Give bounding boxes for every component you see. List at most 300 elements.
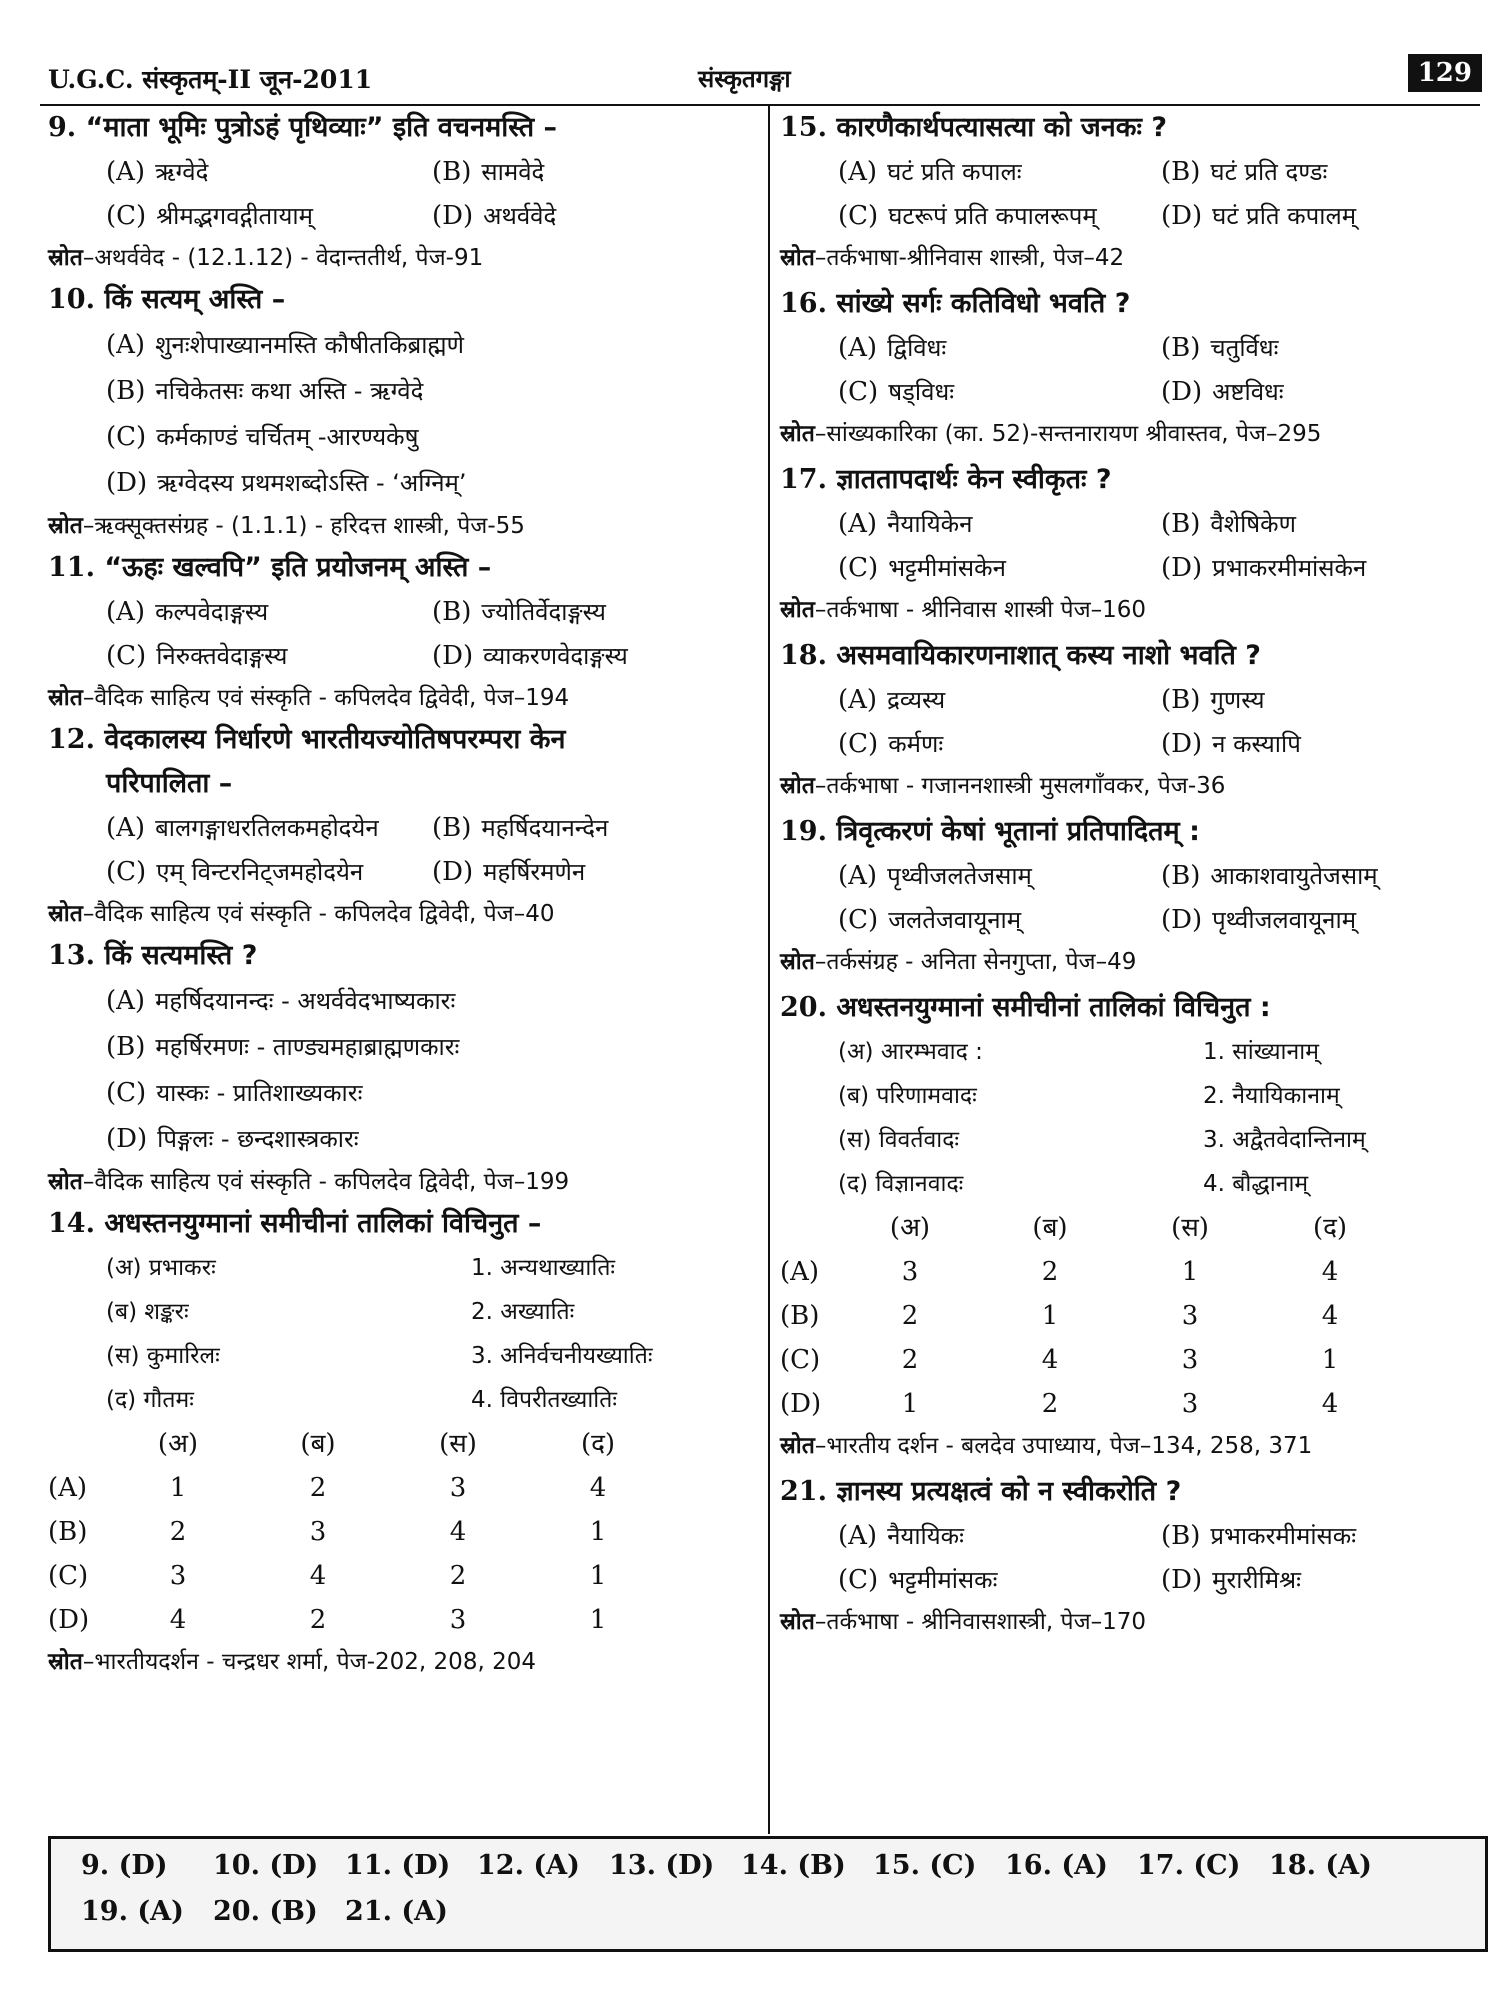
question-number: 17. <box>780 464 827 495</box>
option <box>106 634 432 678</box>
question <box>48 1202 758 1682</box>
option-letter: (D) <box>1161 201 1203 231</box>
question-title <box>780 458 1484 502</box>
match-term: गौतमः <box>143 1387 194 1413</box>
option-letter: (A) <box>106 157 146 187</box>
match-left <box>106 1378 471 1422</box>
source-label: स्रोत <box>48 1169 83 1195</box>
option <box>838 722 1161 766</box>
option-letter: (D) <box>780 1389 822 1419</box>
page-header <box>48 58 1478 102</box>
option-text: पृथ्वीजलतेजसाम् <box>887 862 1032 890</box>
option-text: महर्षिदयानन्दः - अथर्ववेदभाष्यकारः <box>155 987 456 1015</box>
option-letter: (C) <box>838 1565 879 1595</box>
question-number: 9. <box>48 112 77 143</box>
left-column <box>48 106 758 1682</box>
option-letter: (A) <box>106 597 146 627</box>
option-letter: (B) <box>1161 157 1201 187</box>
option-text: नचिकेतसः कथा अस्ति - ऋग्वेदे <box>155 377 424 405</box>
option-text: ऋग्वेदे <box>155 158 209 186</box>
source-text: वैदिक साहित्य एवं संस्कृति - कपिलदेव द्विवेदी, पेज–194 <box>94 685 570 711</box>
match-right: 1. सांख्यानाम् <box>1203 1039 1319 1065</box>
option <box>1161 150 1484 194</box>
option-letter: (B) <box>106 1032 146 1062</box>
option-text: अष्टविधः <box>1212 378 1284 406</box>
question-title <box>48 1202 758 1246</box>
option-row <box>780 546 1484 590</box>
source-line: स्रोत–वैदिक साहित्य एवं संस्कृति - कपिलदेव द्विवेदी, पेज–199 <box>48 1169 570 1195</box>
option <box>838 854 1161 898</box>
match-right: 2. नैयायिकानाम् <box>1203 1083 1340 1109</box>
match-letter: (स) <box>838 1127 872 1153</box>
match-letter: (अ) <box>106 1255 142 1281</box>
question-number: 14. <box>48 1208 95 1239</box>
source-line: स्रोत–तर्कसंग्रह - अनिता सेनगुप्ता, पेज–49 <box>780 949 1137 975</box>
option-letter: (A) <box>106 813 146 843</box>
codes-spacer <box>780 1206 840 1250</box>
code-value: 3 <box>449 1473 467 1503</box>
match-right: 2. अख्यातिः <box>471 1299 575 1325</box>
option-row <box>780 194 1484 238</box>
source-line: स्रोत–तर्कभाषा - श्रीनिवास शास्त्री पेज–160 <box>780 597 1147 623</box>
option <box>1161 1514 1484 1558</box>
option <box>48 414 758 460</box>
question-text: किं सत्यमस्ति ? <box>104 940 258 971</box>
source-line: स्रोत–तर्कभाषा - गजाननशास्त्री मुसलगाँवकर, पेज-36 <box>780 773 1226 799</box>
option-text: ऋग्वेदस्य प्रथमशब्दोऽस्ति - ‘अग्निम्’ <box>157 469 467 497</box>
option-text: आकाशवायुतेजसाम् <box>1210 862 1378 890</box>
match-term: प्रभाकरः <box>148 1255 216 1281</box>
option <box>106 150 432 194</box>
question-title <box>48 278 758 322</box>
question-number: 20. <box>780 992 827 1023</box>
source-label: स्रोत <box>780 1609 815 1635</box>
source-text: तर्कभाषा - श्रीनिवासशास्त्री, पेज–170 <box>826 1609 1147 1635</box>
source-line: स्रोत–तर्कभाषा - श्रीनिवासशास्त्री, पेज–170 <box>780 1609 1147 1635</box>
match-letter: (स) <box>106 1343 140 1369</box>
source-text: तर्कसंग्रह - अनिता सेनगुप्ता, पेज–49 <box>826 949 1137 975</box>
question-title <box>780 106 1484 150</box>
option-text: अथर्ववेदे <box>483 202 557 230</box>
option-text: जलतेजवायूनाम् <box>888 906 1022 934</box>
question-text: वेदकालस्य निर्धारणे भारतीयज्योतिषपरम्परा केन <box>104 724 566 755</box>
option-row <box>780 854 1484 898</box>
question-title <box>780 810 1484 854</box>
question-title <box>48 546 758 590</box>
option-row <box>780 722 1484 766</box>
question <box>48 718 758 934</box>
source-label: स्रोत <box>48 245 83 271</box>
option-row <box>780 502 1484 546</box>
question-text: अधस्तनयुग्मानां समीचीनां तालिकां विचिनुत : <box>836 992 1271 1023</box>
option-letter: (C) <box>106 1078 147 1108</box>
match-right: 1. अन्यथाख्यातिः <box>471 1255 616 1281</box>
source-label: स्रोत <box>780 949 815 975</box>
option-row <box>48 634 758 678</box>
option <box>48 1116 758 1162</box>
option-letter: (D) <box>432 641 474 671</box>
option <box>1161 546 1484 590</box>
match-left <box>838 1118 1203 1162</box>
code-value: 1 <box>589 1561 607 1591</box>
option-text: घटं प्रति दण्डः <box>1210 158 1328 186</box>
match-right: 3. अनिर्वचनीयख्यातिः <box>471 1343 653 1369</box>
option-row <box>780 678 1484 722</box>
option-text: महर्षिदयानन्देन <box>481 814 609 842</box>
option-text: घटं प्रति कपालः <box>887 158 1022 186</box>
option-letter: (B) <box>1161 1521 1201 1551</box>
option-row <box>48 590 758 634</box>
option <box>1161 370 1484 414</box>
code-value: 2 <box>309 1473 327 1503</box>
option-letter: (B) <box>432 157 472 187</box>
question <box>48 106 758 278</box>
option-letter: (A) <box>838 509 878 539</box>
source-label: स्रोत <box>780 597 815 623</box>
option-letter: (D) <box>1161 905 1203 935</box>
option <box>106 194 432 238</box>
question-number: 13. <box>48 940 95 971</box>
option-row <box>48 806 758 850</box>
question-text: “माता भूमिः पुत्रोऽहं पृथिव्याः” इति वचनमस्ति – <box>85 112 557 143</box>
question-number: 12. <box>48 724 95 755</box>
question <box>780 986 1484 1466</box>
option <box>1161 854 1484 898</box>
option <box>106 850 432 894</box>
option-letter: (A) <box>838 1521 878 1551</box>
option-letter: (B) <box>1161 685 1201 715</box>
option-letter: (D) <box>1161 729 1203 759</box>
option-text: महर्षिरमणः - ताण्ड्यमहाब्राह्मणकारः <box>155 1033 460 1061</box>
answer-item: 20. (B) <box>213 1896 318 1927</box>
match-pair <box>780 1074 1484 1118</box>
code-value: 1 <box>1041 1301 1059 1331</box>
answer-item: 17. (C) <box>1137 1850 1241 1881</box>
question-text: ज्ञाततापदार्थः केन स्वीकृतः ? <box>836 464 1112 495</box>
option <box>838 370 1161 414</box>
codes-header-cell: (ब) <box>300 1429 336 1459</box>
option-letter: (C) <box>838 201 879 231</box>
option-letter: (C) <box>838 553 879 583</box>
codes-header-cell: (अ) <box>889 1213 931 1243</box>
option-letter: (B) <box>1161 509 1201 539</box>
option-row <box>780 326 1484 370</box>
option-letter: (C) <box>780 1345 821 1375</box>
option-letter: (B) <box>106 376 146 406</box>
option-letter: (A) <box>780 1257 820 1287</box>
question-text: सांख्ये सर्गः कतिविधो भवति ? <box>836 288 1131 319</box>
option-text: निरुक्तवेदाङ्गस्य <box>156 642 288 670</box>
option-letter: (C) <box>106 641 147 671</box>
match-pair <box>48 1378 758 1422</box>
option-letter: (D) <box>1161 377 1203 407</box>
option-text: घटं प्रति कपालम् <box>1212 202 1357 230</box>
option-letter: (A) <box>838 861 878 891</box>
option <box>48 460 758 506</box>
question-title <box>780 282 1484 326</box>
code-option <box>48 1466 758 1510</box>
source-label: स्रोत <box>780 773 815 799</box>
question <box>48 278 758 546</box>
match-right: 3. अद्वैतवेदान्तिनाम् <box>1203 1127 1366 1153</box>
code-value: 2 <box>309 1605 327 1635</box>
code-value: 4 <box>1321 1257 1339 1287</box>
option-letter: (A) <box>838 157 878 187</box>
match-term: शङ्करः <box>144 1299 189 1325</box>
option <box>48 1070 758 1116</box>
option <box>838 898 1161 942</box>
option-text: महर्षिरमणेन <box>483 858 586 886</box>
option-letter: (D) <box>432 201 474 231</box>
codes-header-cell: (द) <box>1312 1213 1348 1243</box>
code-value: 3 <box>1181 1301 1199 1331</box>
question-title <box>48 718 758 762</box>
question <box>780 634 1484 806</box>
question-title <box>48 934 758 978</box>
match-list <box>780 1030 1484 1206</box>
option-letter: (D) <box>1161 1565 1203 1595</box>
option <box>838 150 1161 194</box>
option-text: द्विविधः <box>887 334 947 362</box>
code-option <box>780 1338 1484 1382</box>
option-text: षड्विधः <box>888 378 955 406</box>
code-value: 2 <box>449 1561 467 1591</box>
option-row <box>780 370 1484 414</box>
source-text: ऋक्सूक्तसंग्रह - (1.1.1) - हरिदत्त शास्त्री, पेज-55 <box>94 513 525 539</box>
option-letter: (B) <box>48 1517 88 1547</box>
answer-item: 13. (D) <box>609 1850 715 1881</box>
answer-item: 10. (D) <box>213 1850 319 1881</box>
option-letter: (B) <box>432 597 472 627</box>
answer-item: 12. (A) <box>477 1850 580 1881</box>
code-value: 3 <box>309 1517 327 1547</box>
option-letter: (B) <box>1161 861 1201 891</box>
code-value: 4 <box>1321 1389 1339 1419</box>
match-term: आरम्भवाद : <box>880 1039 983 1065</box>
source-label: स्रोत <box>780 421 815 447</box>
option-letter: (C) <box>106 857 147 887</box>
source-text: सांख्यकारिका (का. 52)-सन्तनारायण श्रीवास्तव, पेज–295 <box>826 421 1322 447</box>
option <box>1161 722 1484 766</box>
code-value: 3 <box>1181 1389 1199 1419</box>
codes-header-cell: (अ) <box>157 1429 199 1459</box>
code-option <box>780 1250 1484 1294</box>
source-line: स्रोत–भारतीय दर्शन - बलदेव उपाध्याय, पेज–134, 258, 371 <box>780 1433 1313 1459</box>
option <box>838 678 1161 722</box>
question-number: 10. <box>48 284 95 315</box>
option <box>1161 898 1484 942</box>
option <box>432 850 758 894</box>
match-left <box>838 1074 1203 1118</box>
option-text: यास्कः - प्रातिशाख्यकारः <box>156 1079 363 1107</box>
match-term: विज्ञानवादः <box>875 1171 964 1197</box>
question-text: असमवायिकारणनाशात् कस्य नाशो भवति ? <box>836 640 1261 671</box>
match-term: परिणामवादः <box>876 1083 977 1109</box>
source-line: स्रोत–वैदिक साहित्य एवं संस्कृति - कपिलदेव द्विवेदी, पेज–40 <box>48 901 555 927</box>
question-text: कारणैकार्थपत्यासत्या को जनकः ? <box>836 112 1168 143</box>
source-label: स्रोत <box>48 513 83 539</box>
code-option <box>48 1598 758 1642</box>
source-label: स्रोत <box>48 685 83 711</box>
source-label: स्रोत <box>48 1649 83 1675</box>
match-term: विवर्तवादः <box>878 1127 960 1153</box>
code-value: 3 <box>169 1561 187 1591</box>
answer-item: 18. (A) <box>1269 1850 1372 1881</box>
code-value: 3 <box>449 1605 467 1635</box>
option <box>1161 326 1484 370</box>
option <box>432 590 758 634</box>
option-text: चतुर्विधः <box>1210 334 1279 362</box>
source-text: वैदिक साहित्य एवं संस्कृति - कपिलदेव द्विवेदी, पेज–40 <box>94 901 555 927</box>
question-title <box>780 1470 1484 1514</box>
option <box>1161 678 1484 722</box>
codes-header <box>780 1206 1484 1250</box>
option-text: वैशेषिकेण <box>1210 510 1296 538</box>
option-row <box>48 194 758 238</box>
question-title <box>780 986 1484 1030</box>
option <box>1161 194 1484 238</box>
code-value: 4 <box>1041 1345 1059 1375</box>
option-text: घटरूपं प्रति कपालरूपम् <box>888 202 1097 230</box>
match-letter: (ब) <box>106 1299 138 1325</box>
option-letter: (C) <box>106 422 147 452</box>
option-letter: (D) <box>106 468 148 498</box>
source-label: स्रोत <box>780 1433 815 1459</box>
question <box>780 1470 1484 1642</box>
source-line: स्रोत–वैदिक साहित्य एवं संस्कृति - कपिलदेव द्विवेदी, पेज–194 <box>48 685 570 711</box>
answer-key-box <box>48 1836 1488 1952</box>
code-option <box>780 1294 1484 1338</box>
option <box>106 590 432 634</box>
option-text: बालगङ्गाधरतिलकमहोदयेन <box>155 814 379 842</box>
code-value: 3 <box>901 1257 919 1287</box>
code-value: 1 <box>169 1473 187 1503</box>
option <box>1161 1558 1484 1602</box>
match-pair <box>780 1118 1484 1162</box>
match-letter: (ब) <box>838 1083 870 1109</box>
option <box>432 634 758 678</box>
match-left <box>106 1246 471 1290</box>
option-text: नैयायिकेन <box>887 510 973 538</box>
option-text: कल्पवेदाङ्गस्य <box>155 598 269 626</box>
source-text: अथर्ववेद - (12.1.12) - वेदान्ततीर्थ, पेज-91 <box>94 245 484 271</box>
question <box>780 106 1484 278</box>
option-text: व्याकरणवेदाङ्गस्य <box>483 642 628 670</box>
code-value: 2 <box>169 1517 187 1547</box>
question-number: 15. <box>780 112 827 143</box>
option <box>1161 502 1484 546</box>
option-text: ज्योतिर्वेदाङ्गस्य <box>481 598 606 626</box>
source-text: तर्कभाषा-श्रीनिवास शास्त्री, पेज–42 <box>826 245 1125 271</box>
answer-key <box>51 1839 1485 1935</box>
answer-item: 19. (A) <box>81 1896 184 1927</box>
option-text: सामवेदे <box>481 158 545 186</box>
match-right: 4. विपरीतख्यातिः <box>471 1387 618 1413</box>
codes-header-cell: (स) <box>439 1429 477 1459</box>
source-text: वैदिक साहित्य एवं संस्कृति - कपिलदेव द्विवेदी, पेज–199 <box>94 1169 570 1195</box>
option <box>48 1024 758 1070</box>
option <box>432 194 758 238</box>
match-left <box>106 1334 471 1378</box>
option-text: कर्मणः <box>888 730 944 758</box>
question-text-continued: परिपालिता – <box>106 768 233 799</box>
option-row <box>780 898 1484 942</box>
option-row <box>780 150 1484 194</box>
match-right: 4. बौद्धानाम् <box>1203 1171 1309 1197</box>
option-letter: (C) <box>48 1561 89 1591</box>
answer-item: 9. (D) <box>81 1850 168 1881</box>
page-number: 129 <box>1408 54 1482 92</box>
question-text: “ऊहः खल्वपि” इति प्रयोजनम् अस्ति – <box>104 552 492 583</box>
answer-item: 21. (A) <box>345 1896 448 1927</box>
question <box>48 934 758 1202</box>
code-value: 4 <box>589 1473 607 1503</box>
source-line: स्रोत–ऋक्सूक्तसंग्रह - (1.1.1) - हरिदत्त शास्त्री, पेज-55 <box>48 513 525 539</box>
code-value: 1 <box>1321 1345 1339 1375</box>
option <box>48 322 758 368</box>
codes-header-cell: (ब) <box>1032 1213 1068 1243</box>
option-letter: (C) <box>838 905 879 935</box>
source-text: तर्कभाषा - श्रीनिवास शास्त्री पेज–160 <box>826 597 1147 623</box>
answer-item: 14. (B) <box>741 1850 846 1881</box>
option <box>838 194 1161 238</box>
codes-header-cell: (द) <box>580 1429 616 1459</box>
option-letter: (A) <box>106 330 146 360</box>
option-letter: (A) <box>838 685 878 715</box>
option-text: भट्टमीमांसकः <box>888 1566 998 1594</box>
option-letter: (D) <box>48 1605 90 1635</box>
option-letter: (A) <box>48 1473 88 1503</box>
code-value: 2 <box>901 1345 919 1375</box>
question-title <box>780 634 1484 678</box>
code-value: 4 <box>169 1605 187 1635</box>
source-line: स्रोत–तर्कभाषा-श्रीनिवास शास्त्री, पेज–42 <box>780 245 1125 271</box>
code-option <box>48 1510 758 1554</box>
code-value: 1 <box>1181 1257 1199 1287</box>
option-text: एम् विन्टरनिट्जमहोदयेन <box>156 858 364 886</box>
source-line: स्रोत–अथर्ववेद - (12.1.12) - वेदान्ततीर्थ, पेज-91 <box>48 245 484 271</box>
option-letter: (C) <box>838 377 879 407</box>
source-label: स्रोत <box>48 901 83 927</box>
option-letter: (D) <box>1161 553 1203 583</box>
option <box>838 502 1161 546</box>
source-label: स्रोत <box>780 245 815 271</box>
code-value: 2 <box>1041 1389 1059 1419</box>
option-row <box>48 850 758 894</box>
right-column <box>780 106 1484 1642</box>
option-text: शुनःशेपाख्यानमस्ति कौषीतकिब्राह्मणे <box>155 331 465 359</box>
column-divider <box>768 104 770 1834</box>
match-left <box>838 1162 1203 1206</box>
option <box>106 806 432 850</box>
match-letter: (द) <box>106 1387 137 1413</box>
option-row <box>48 150 758 194</box>
option-letter: (C) <box>106 201 147 231</box>
question-text: अधस्तनयुग्मानां समीचीनां तालिकां विचिनुत – <box>104 1208 542 1239</box>
match-pair <box>780 1162 1484 1206</box>
option-text: प्रभाकरमीमांसकेन <box>1212 554 1367 582</box>
option-text: प्रभाकरमीमांसकः <box>1210 1522 1357 1550</box>
code-value: 1 <box>901 1389 919 1419</box>
source-line: स्रोत–सांख्यकारिका (का. 52)-सन्तनारायण श्रीवास्तव, पेज–295 <box>780 421 1322 447</box>
option-letter: (D) <box>106 1124 148 1154</box>
question <box>780 282 1484 454</box>
option-text: पृथ्वीजलवायूनाम् <box>1212 906 1357 934</box>
option-text: नैयायिकः <box>887 1522 964 1550</box>
code-value: 2 <box>901 1301 919 1331</box>
match-pair <box>48 1334 758 1378</box>
code-option <box>48 1554 758 1598</box>
